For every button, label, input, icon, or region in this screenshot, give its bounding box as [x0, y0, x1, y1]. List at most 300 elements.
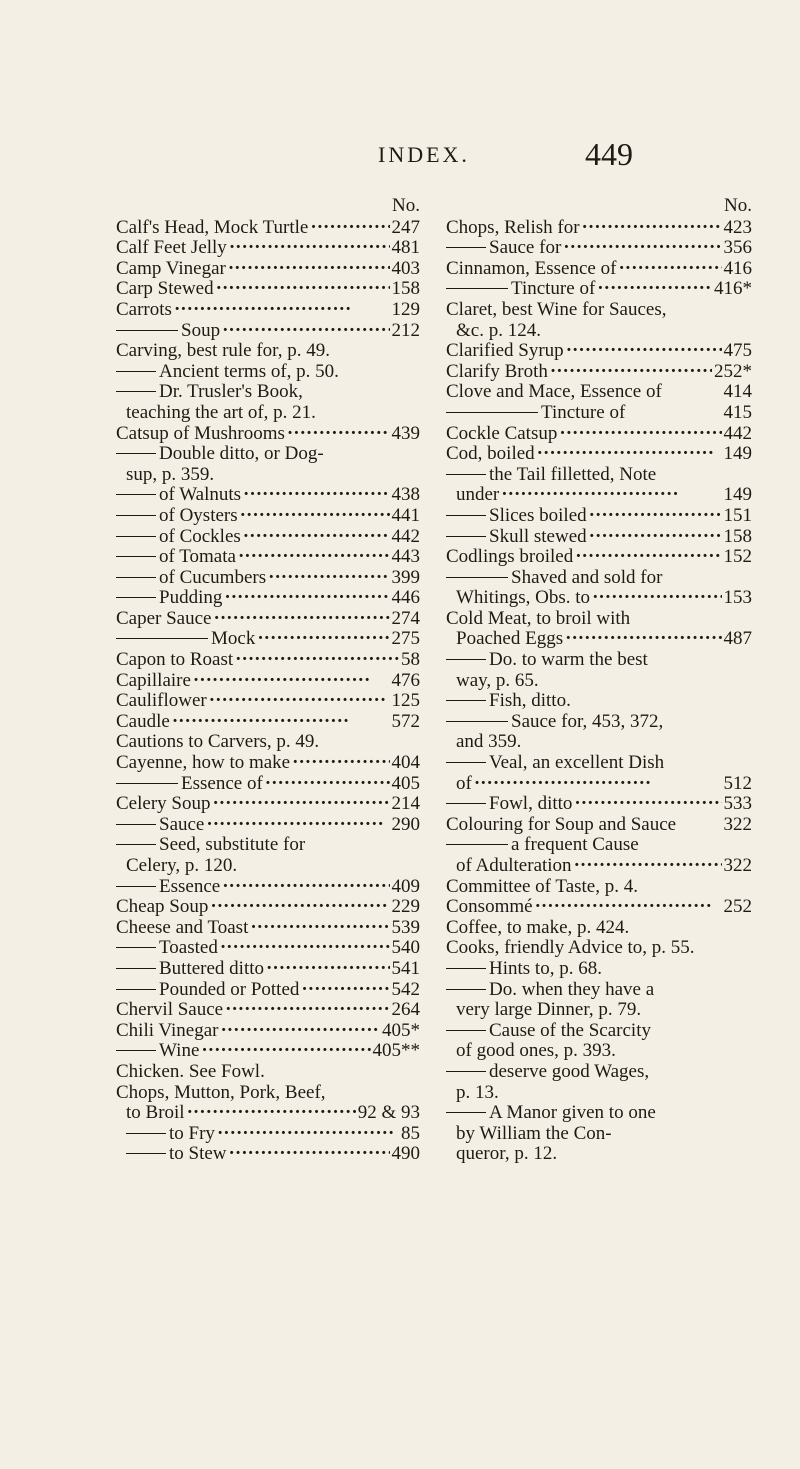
entry-text: Soup [181, 319, 221, 341]
entry-number: 441 [391, 504, 420, 526]
entry-number: 414 [723, 381, 752, 403]
ditto-rule [116, 844, 156, 845]
ditto-rule [446, 577, 508, 578]
ditto-rule [446, 412, 538, 413]
index-entry [446, 609, 752, 630]
entry-text: Coffee, to make, p. 424. [446, 916, 630, 938]
entry-number: 490 [391, 1143, 420, 1165]
dot-leader [187, 1103, 356, 1124]
entry-number: 533 [723, 793, 752, 815]
ditto-rule [116, 577, 156, 578]
running-title: INDEX. [378, 142, 470, 167]
ditto-rule [116, 947, 156, 948]
index-entry [116, 238, 420, 259]
entry-text: Chops, Relish for [446, 216, 580, 238]
entry-text: Clarified Syrup [446, 340, 564, 362]
entry-text: way, p. 65. [456, 669, 539, 691]
entry-number: 487 [723, 628, 752, 650]
entry-text: Buttered ditto [159, 957, 265, 979]
entry-number: 572 [391, 710, 420, 732]
ditto-rule [116, 824, 156, 825]
entry-text: Double ditto, or Dog- [159, 443, 324, 465]
index-entry [116, 856, 420, 877]
entry-text: Celery, p. 120. [126, 855, 238, 876]
entry-text: Pudding [159, 587, 223, 609]
index-entry [116, 1041, 420, 1062]
entry-text: teaching the art of, p. 21. [126, 401, 316, 423]
entry-text: Toasted [159, 937, 218, 959]
entry-number: 399 [391, 566, 420, 588]
entry-number: 356 [723, 237, 752, 259]
entry-text: of Cockles [159, 525, 241, 547]
index-entry [116, 279, 420, 300]
ditto-rule [116, 536, 156, 537]
dot-leader [240, 506, 390, 527]
entry-text: under [456, 484, 500, 506]
index-entry [446, 938, 752, 959]
index-entry [446, 1062, 752, 1083]
entry-number: 58 [401, 649, 420, 671]
index-entry [116, 1144, 420, 1165]
index-entry [446, 774, 752, 795]
entry-text: queror, p. 12. [456, 1143, 558, 1165]
index-entry [446, 424, 752, 445]
entry-text: Celery Soup [116, 793, 211, 815]
entry-text: Sauce [159, 813, 205, 835]
entry-text: to Broil [126, 1102, 185, 1124]
entry-number: 229 [391, 896, 420, 918]
entry-text: Mock [211, 628, 256, 650]
index-entry [116, 527, 420, 548]
entry-number: 481 [391, 237, 420, 259]
index-entry [446, 877, 752, 898]
index-entry [116, 753, 420, 774]
entry-text: to Stew [169, 1143, 227, 1165]
dot-leader [589, 506, 722, 527]
entry-text: very large Dinner, p. 79. [456, 999, 642, 1021]
ditto-rule [446, 721, 508, 722]
entry-text: Carrots [116, 298, 172, 320]
entry-number: 274 [391, 607, 420, 629]
dot-leader [222, 321, 389, 342]
ditto-rule [116, 330, 178, 331]
index-entry [116, 671, 420, 692]
index-entry [446, 259, 752, 280]
entry-number: 152 [723, 546, 752, 568]
ditto-rule [446, 247, 486, 248]
index-entry [446, 629, 752, 650]
index-entry [116, 815, 420, 836]
entry-text: Fish, ditto. [489, 690, 571, 712]
ditto-rule [446, 762, 486, 763]
index-entry [116, 835, 420, 856]
index-entry [446, 218, 752, 239]
dot-leader [243, 485, 389, 506]
dot-leader [535, 897, 722, 918]
dot-leader [220, 1021, 380, 1042]
index-entry [116, 712, 420, 733]
index-entry [116, 650, 420, 671]
entry-text: Do. when they have a [489, 978, 655, 1000]
entry-number: 212 [391, 319, 420, 341]
dot-leader [243, 527, 390, 548]
dot-leader [582, 218, 722, 239]
entry-number: 405* [382, 1019, 420, 1041]
dot-leader [210, 897, 389, 918]
entry-text: Calf's Head, Mock Turtle [116, 216, 309, 238]
entry-text: Cauliflower [116, 690, 207, 712]
ditto-rule [116, 494, 156, 495]
entry-text: to Fry [169, 1122, 215, 1144]
ditto-rule [446, 1071, 486, 1072]
entry-number: 158 [723, 525, 752, 547]
entry-text: Shaved and sold for [511, 566, 663, 588]
dot-leader [174, 300, 390, 321]
dot-leader [292, 753, 389, 774]
page-number: 449 [585, 136, 633, 172]
index-entry [446, 588, 752, 609]
dot-leader [565, 629, 721, 650]
entry-number: 542 [391, 978, 420, 1000]
index-entry [116, 444, 420, 465]
dot-leader [301, 980, 389, 1001]
ditto-rule [446, 536, 486, 537]
entry-text: Cheap Soup [116, 896, 209, 918]
dot-leader [220, 938, 390, 959]
dot-leader [217, 1124, 399, 1145]
entry-text: Cause of the Scarcity [489, 1019, 651, 1041]
entry-text: Carving, best rule for, p. 49. [116, 340, 331, 362]
column-heading-no: No. [392, 195, 420, 216]
index-entry [446, 568, 752, 589]
dot-leader [235, 650, 399, 671]
dot-leader [618, 259, 721, 280]
ditto-rule [116, 391, 156, 392]
entry-text: Cooks, friendly Advice to, p. 55. [446, 937, 695, 959]
index-entry [446, 506, 752, 527]
index-entry [446, 753, 752, 774]
entry-text: Calf Feet Jelly [116, 237, 227, 259]
dot-leader [212, 794, 389, 815]
dot-leader [229, 238, 390, 259]
entry-text: Fowl, ditto [489, 793, 573, 815]
entry-number: 512 [723, 772, 752, 794]
dot-leader [172, 712, 390, 733]
entry-text: Tincture of [541, 401, 626, 423]
entry-text: sup, p. 359. [126, 463, 215, 485]
entry-number: 446 [391, 587, 420, 609]
entry-number: 322 [723, 813, 752, 835]
entry-text: of Adulteration [456, 855, 572, 876]
index-entry [446, 1083, 752, 1104]
index-entry [116, 382, 420, 403]
entry-number: 125 [391, 690, 420, 712]
entry-text: Cautions to Carvers, p. 49. [116, 731, 320, 753]
entry-text: Dr. Trusler's Book, [159, 381, 303, 403]
ditto-rule [446, 515, 486, 516]
entry-text: p. 13. [456, 1081, 499, 1103]
dot-leader [206, 815, 389, 836]
index-entry [116, 691, 420, 712]
ditto-rule [116, 989, 156, 990]
index-entry [446, 444, 752, 465]
entry-text: Chili Vinegar [116, 1019, 219, 1041]
entry-number: 409 [391, 875, 420, 897]
dot-leader [501, 485, 721, 506]
entry-number: 214 [391, 793, 420, 815]
index-entry [446, 382, 752, 403]
index-entry [446, 732, 752, 753]
ditto-rule [116, 453, 156, 454]
dot-leader [213, 609, 389, 630]
entry-text: Sauce for, 453, 372, [511, 710, 664, 732]
entry-text: the Tail filletted, Note [489, 463, 657, 485]
ditto-rule [116, 968, 156, 969]
index-entry [446, 341, 752, 362]
index-entry [116, 465, 420, 486]
entry-text: Capillaire [116, 669, 191, 691]
entry-text: Claret, best Wine for Sauces, [446, 298, 667, 320]
index-entry [446, 671, 752, 692]
index-entry [446, 1144, 752, 1165]
entry-number: 539 [391, 916, 420, 938]
index-entry [446, 959, 752, 980]
dot-leader [265, 774, 390, 795]
entry-number: 438 [391, 484, 420, 506]
index-entry [446, 691, 752, 712]
index-entry [446, 362, 752, 383]
dot-leader [229, 1144, 390, 1165]
entry-text: Cod, boiled [446, 443, 535, 465]
ditto-rule [116, 886, 156, 887]
entry-text: Catsup of Mushrooms [116, 422, 285, 444]
entry-number: 129 [391, 298, 420, 320]
index-entries-left [116, 218, 420, 1165]
dot-leader [216, 279, 390, 300]
entry-text: Chicken. See Fowl. [116, 1060, 265, 1082]
index-entries-right [446, 218, 752, 1165]
entry-number: 85 [401, 1122, 420, 1144]
index-entry [116, 609, 420, 630]
ditto-rule [116, 638, 208, 639]
ditto-rule [116, 371, 156, 372]
entry-text: Essence [159, 875, 221, 897]
entry-text: Clove and Mace, Essence of [446, 381, 662, 403]
index-entry [446, 1103, 752, 1124]
entry-text: by William the Con- [456, 1122, 612, 1144]
entry-text: Capon to Roast [116, 649, 234, 671]
entry-number: 405** [372, 1040, 420, 1062]
index-entry [116, 629, 420, 650]
entry-text: of Tomata [159, 546, 236, 568]
index-entry [446, 547, 752, 568]
entry-text: Cayenne, how to make [116, 752, 291, 774]
entry-number: 443 [391, 546, 420, 568]
entry-number: 442 [723, 422, 752, 444]
ditto-rule [116, 556, 156, 557]
ditto-rule [446, 989, 486, 990]
index-entry [116, 568, 420, 589]
index-entry [446, 300, 752, 321]
entry-number: 439 [391, 422, 420, 444]
dot-leader [566, 341, 722, 362]
ditto-rule [446, 288, 508, 289]
index-entry [446, 527, 752, 548]
index-entry [116, 794, 420, 815]
dot-leader [225, 1000, 389, 1021]
entry-text: deserve good Wages, [489, 1060, 650, 1082]
entry-text: Chops, Mutton, Pork, Beef, [116, 1081, 326, 1103]
entry-text: Chervil Sauce [116, 999, 224, 1021]
index-entry [446, 712, 752, 733]
entry-text: of Oysters [159, 504, 238, 526]
entry-number: 415 [723, 401, 752, 423]
index-entry [446, 403, 752, 424]
ditto-rule [116, 515, 156, 516]
entry-text: Carp Stewed [116, 278, 214, 300]
entry-number: 541 [391, 957, 420, 979]
entry-number: 416 [723, 257, 752, 279]
dot-leader [250, 918, 389, 939]
entry-text: Caudle [116, 710, 170, 732]
dot-leader [222, 877, 389, 898]
entry-text: Cheese and Toast [116, 916, 249, 938]
index-entry [116, 1124, 420, 1145]
entry-text: Wine [159, 1040, 200, 1062]
index-entry [116, 877, 420, 898]
index-entry [446, 897, 752, 918]
entry-text: Cinnamon, Essence of [446, 257, 617, 279]
index-entry [116, 485, 420, 506]
ditto-rule [446, 700, 486, 701]
entry-number: 252 [723, 896, 752, 918]
dot-leader [266, 959, 389, 980]
entry-number: 153 [723, 587, 752, 609]
entry-number: 92 & 93 [357, 1102, 420, 1124]
entry-text: Consommé [446, 896, 533, 918]
index-entry [446, 238, 752, 259]
index-entry [116, 341, 420, 362]
dot-leader [201, 1041, 370, 1062]
ditto-rule [116, 597, 156, 598]
index-entry [116, 218, 420, 239]
entry-text: A Manor given to one [489, 1102, 656, 1124]
entry-text: Colouring for Soup and Sauce [446, 813, 677, 835]
ditto-rule [446, 1030, 486, 1031]
page-header [0, 136, 800, 182]
index-entry [116, 362, 420, 383]
ditto-rule [446, 803, 486, 804]
dot-leader [268, 568, 389, 589]
ditto-rule [446, 968, 486, 969]
index-entry [116, 774, 420, 795]
index-entry [116, 300, 420, 321]
entry-number: 149 [723, 484, 752, 506]
index-entry [446, 794, 752, 815]
entry-text: of [456, 772, 472, 794]
dot-leader [287, 424, 390, 445]
ditto-rule [446, 659, 486, 660]
index-entry [446, 835, 752, 856]
index-entry [116, 321, 420, 342]
entry-text: Cold Meat, to broil with [446, 607, 631, 629]
entry-text: Essence of [181, 772, 263, 794]
index-entry [446, 980, 752, 1001]
entry-text: Cockle Catsup [446, 422, 558, 444]
dot-leader [537, 444, 722, 465]
entry-number: 264 [391, 999, 420, 1021]
entry-number: 149 [723, 443, 752, 465]
index-entry [116, 1062, 420, 1083]
column-heading-no: No. [724, 195, 752, 216]
index-entry [446, 856, 752, 877]
index-entry [446, 279, 752, 300]
index-entry [116, 403, 420, 424]
index-entry [116, 1021, 420, 1042]
entry-text: Do. to warm the best [489, 649, 648, 671]
index-entry [116, 1000, 420, 1021]
entry-number: 404 [391, 752, 420, 774]
entry-number: 403 [391, 257, 420, 279]
entry-number: 275 [391, 628, 420, 650]
index-entry [116, 732, 420, 753]
entry-text: Hints to, p. 68. [489, 957, 602, 979]
dot-leader [597, 279, 712, 300]
entry-text: a frequent Cause [511, 834, 639, 856]
entry-text: Pounded or Potted [159, 978, 300, 1000]
entry-number: 416* [714, 278, 752, 300]
entry-number: 247 [391, 216, 420, 238]
entry-text: Tincture of [511, 278, 596, 300]
entry-number: 151 [723, 504, 752, 526]
index-entry [116, 1083, 420, 1104]
ditto-rule [446, 844, 508, 845]
entry-number: 405 [391, 772, 420, 794]
entry-text: Seed, substitute for [159, 834, 306, 856]
index-entry [446, 1041, 752, 1062]
index-entry [116, 506, 420, 527]
entry-text: Skull stewed [489, 525, 587, 547]
dot-leader [310, 218, 389, 239]
ditto-rule [446, 1112, 486, 1113]
index-entry [446, 1000, 752, 1021]
entry-text: Slices boiled [489, 504, 587, 526]
ditto-rule [126, 1153, 166, 1154]
index-entry [116, 959, 420, 980]
entry-text: Camp Vinegar [116, 257, 226, 279]
dot-leader [574, 794, 721, 815]
entry-number: 322 [723, 855, 752, 876]
index-entry [446, 918, 752, 939]
index-entry [446, 485, 752, 506]
entry-number: 158 [391, 278, 420, 300]
entry-number: 540 [391, 937, 420, 959]
dot-leader [550, 362, 712, 383]
entry-number: 290 [391, 813, 420, 835]
entry-text: of Walnuts [159, 484, 242, 506]
entry-text: &c. p. 124. [456, 319, 541, 341]
index-entry [116, 588, 420, 609]
dot-leader [589, 527, 722, 548]
dot-leader [193, 671, 390, 692]
entry-number: 476 [391, 669, 420, 691]
index-entry [116, 897, 420, 918]
entry-text: Whitings, Obs. to [456, 587, 591, 609]
entry-number: 252* [714, 360, 752, 382]
index-entry [116, 424, 420, 445]
entry-text: Veal, an excellent Dish [489, 752, 665, 774]
dot-leader [592, 588, 721, 609]
